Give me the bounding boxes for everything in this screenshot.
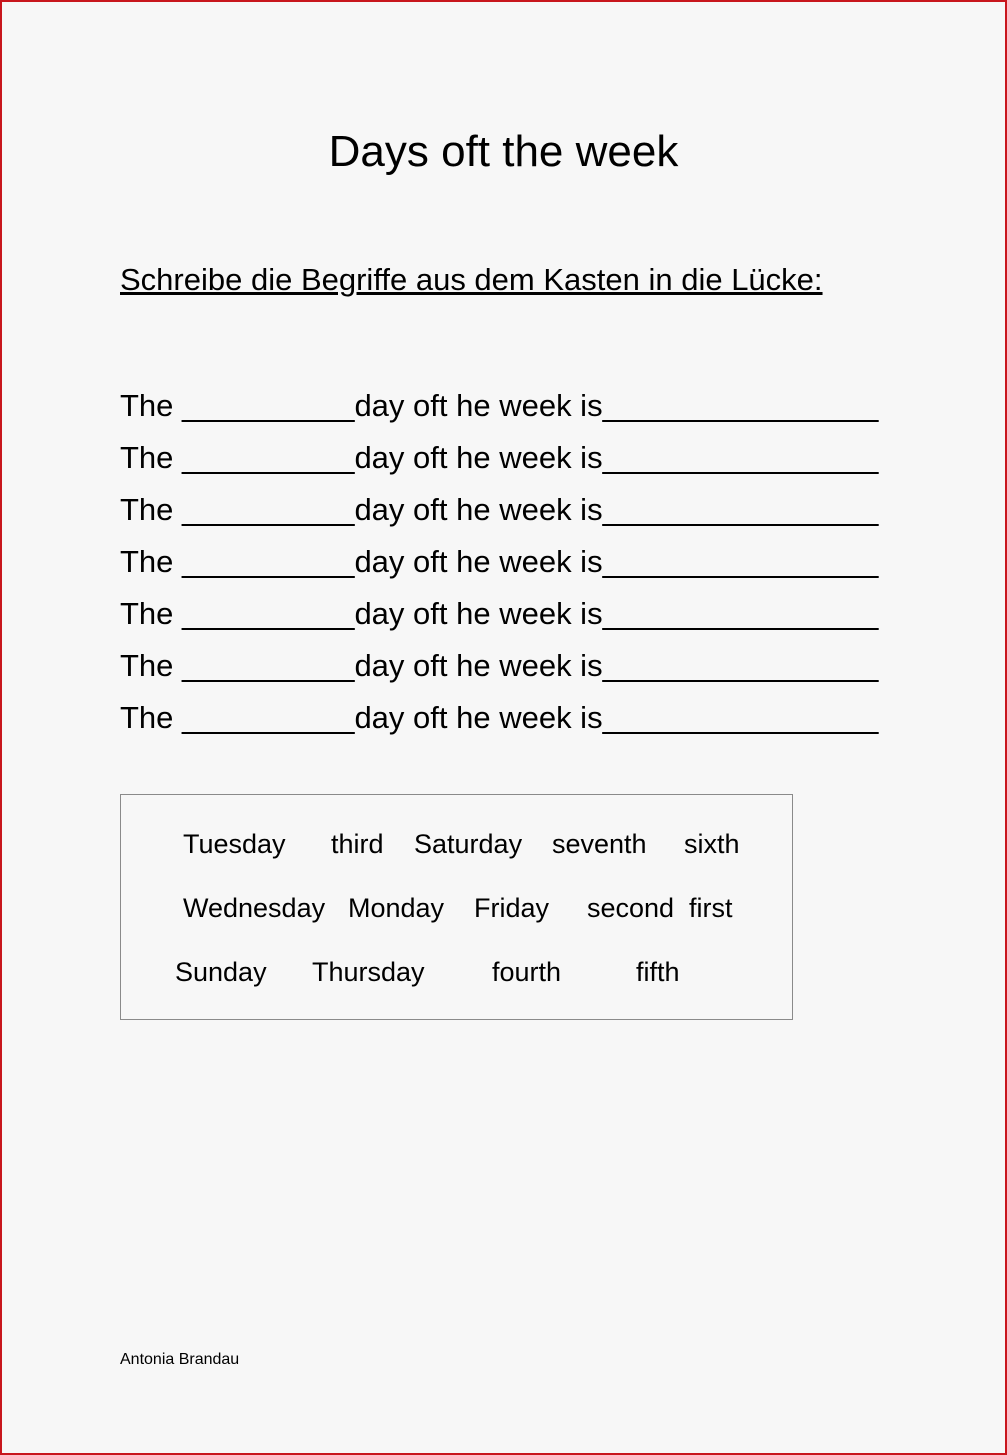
word-box-item: Friday [474,893,550,923]
exercise-line-1: The __________day oft he week is________________ [120,388,879,423]
author-name: Antonia Brandau [120,1351,240,1368]
word-box-item: Monday [348,893,445,923]
word-box-item: fourth [492,957,562,987]
exercise-line-3: The __________day oft he week is________________ [120,492,879,527]
word-box-item: Sunday [175,957,267,987]
word-box-item: seventh [552,829,647,859]
word-box-item: Saturday [414,829,523,859]
word-box-item: Thursday [312,957,425,987]
word-box-item: sixth [684,829,740,859]
word-box-item: second [587,893,675,923]
exercise-line-7: The __________day oft he week is________________ [120,700,879,735]
word-box [120,794,793,1020]
word-box-item: Wednesday [183,893,326,923]
page-title: Days oft the week [328,127,679,176]
exercise-line-6: The __________day oft he week is________________ [120,648,879,683]
exercise-line-5: The __________day oft he week is________________ [120,596,879,631]
exercise-line-2: The __________day oft he week is________________ [120,440,879,475]
word-box-item: Tuesday [183,829,286,859]
exercise-lines [120,380,878,744]
word-box-item: third [331,829,384,859]
word-box-item: first [689,893,733,923]
instruction-text: Schreibe die Begriffe aus dem Kasten in die Lücke: [120,262,823,297]
exercise-line-4: The __________day oft he week is________________ [120,544,879,579]
word-box-item: fifth [636,957,680,987]
